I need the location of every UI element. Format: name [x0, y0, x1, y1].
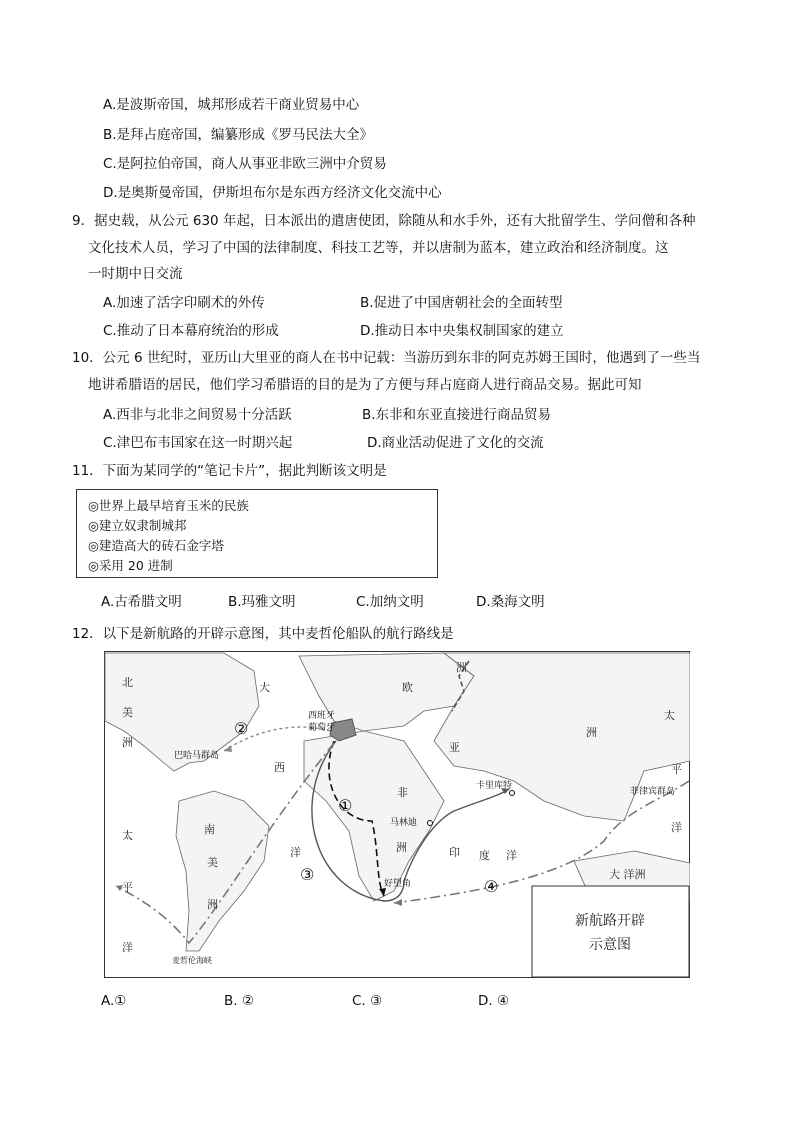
label-n-america-1: 北 — [122, 676, 133, 689]
label-bahamas: 巴哈马群岛 — [174, 751, 220, 761]
q10-option-a: A.西非与北非之间贸易十分活跃 — [103, 407, 292, 423]
label-calicut: 卡里库特 — [476, 781, 513, 791]
label-europe-1: 欧 — [402, 681, 413, 694]
malindi-dot — [428, 821, 433, 826]
q9-stem-line3: 一时期中日交流 — [88, 266, 183, 282]
label-n-america-3: 洲 — [122, 736, 133, 749]
label-s-america-3: 洲 — [207, 898, 218, 911]
label-atlantic-3: 洋 — [290, 846, 301, 859]
label-s-america-2: 美 — [207, 856, 218, 869]
q9-stem-line1: 9．据史载，从公元 630 年起，日本派出的遣唐使团，除随从和水手外，还有大批留学生、学问僧和各种 — [72, 213, 696, 229]
q9-option-c: C.推动了日本幕府统治的形成 — [103, 323, 279, 339]
label-n-america-2: 美 — [122, 706, 133, 719]
q9-option-b: B.促进了中国唐朝社会的全面转型 — [360, 295, 563, 311]
label-indian-1: 印 — [449, 846, 460, 859]
label-pacific-e-3: 洋 — [671, 821, 682, 834]
label-portugal: 葡萄牙 — [308, 723, 336, 733]
label-africa-2: 洲 — [396, 841, 407, 854]
label-pacific-w-1: 太 — [122, 829, 133, 842]
label-atlantic-2: 西 — [274, 761, 285, 774]
map-caption-line1: 新航路开辟 — [575, 913, 645, 929]
label-malindi: 马林迪 — [390, 818, 418, 828]
route-label-4: ④ — [484, 877, 499, 896]
q12-option-a: A.① — [101, 993, 127, 1009]
q9-option-a: A.加速了活字印刷术的外传 — [103, 295, 265, 311]
q10-option-d: D.商业活动促进了文化的交流 — [367, 435, 544, 451]
q12-option-d: D. ④ — [478, 993, 510, 1009]
route-label-3: ③ — [300, 865, 315, 884]
label-atlantic-1: 大 — [259, 681, 270, 694]
q12-stem: 12．以下是新航路的开辟示意图，其中麦哲伦船队的航行路线是 — [72, 626, 454, 642]
label-asia-1: 亚 — [449, 741, 460, 754]
caption-box — [532, 886, 689, 977]
q10-stem-line2: 地讲希腊语的居民，他们学习希腊语的目的是为了方便与拜占庭商人进行商品交易。据此可知 — [88, 377, 642, 393]
note-item: ◎采用 20 进制 — [88, 558, 173, 573]
q11-option-b: B.玛雅文明 — [228, 594, 296, 610]
label-magellan-strait: 麦哲伦海峡 — [172, 956, 212, 965]
label-s-america-1: 南 — [204, 823, 215, 836]
q11-option-c: C.加纳文明 — [356, 594, 424, 610]
label-oceania: 大 洋洲 — [609, 868, 646, 881]
q12-option-b: B. ② — [224, 993, 254, 1009]
label-indian-3: 洋 — [506, 849, 517, 862]
q8-option-a: A.是波斯帝国，城邦形成若干商业贸易中心 — [103, 97, 360, 113]
q9-option-d: D.推动日本中央集权制国家的建立 — [360, 323, 564, 339]
label-indian-2: 度 — [479, 849, 490, 862]
label-africa-1: 非 — [397, 786, 408, 799]
label-pacific-w-2: 平 — [122, 881, 133, 894]
calicut-dot — [510, 791, 515, 796]
q9-stem-line2: 文化技术人员，学习了中国的法律制度、科技工艺等，并以唐制为蓝本，建立政治和经济制度。这 — [88, 240, 669, 256]
label-pacific-e-2: 平 — [671, 763, 682, 776]
note-item: ◎建造高大的砖石金字塔 — [88, 538, 224, 553]
label-spain: 西班牙 — [308, 711, 336, 721]
label-asia-2: 洲 — [586, 726, 597, 739]
q8-option-d: D.是奥斯曼帝国，伊斯坦布尔是东西方经济文化交流中心 — [103, 185, 442, 201]
label-pacific-w-3: 洋 — [122, 941, 133, 954]
label-philippines: 菲律宾群岛 — [630, 787, 676, 797]
label-cape: 好望角 — [384, 879, 412, 889]
route-label-2: ② — [234, 719, 249, 738]
q11-stem: 11．下面为某同学的“笔记卡片”，据此判断该文明是 — [72, 463, 387, 479]
q8-option-b: B.是拜占庭帝国，编纂形成《罗马民法大全》 — [103, 127, 374, 143]
label-europe-2: 洲 — [456, 661, 467, 674]
note-item: ◎世界上最早培育玉米的民族 — [88, 498, 249, 513]
map-caption-line2: 示意图 — [589, 937, 631, 953]
q10-option-c: C.津巴布韦国家在这一时期兴起 — [103, 435, 293, 451]
q10-option-b: B.东非和东亚直接进行商品贸易 — [362, 407, 552, 423]
q10-stem-line1: 10．公元 6 世纪时，亚历山大里亚的商人在书中记载：当游历到东非的阿克苏姆王国时，他遇到了一些当 — [72, 350, 701, 366]
label-pacific-e-1: 太 — [664, 709, 675, 722]
q11-option-a: A.古希腊文明 — [101, 594, 182, 610]
route-label-1: ① — [338, 796, 353, 815]
new-sea-routes-map — [104, 651, 690, 978]
q11-option-d: D.桑海文明 — [476, 594, 545, 610]
note-item: ◎建立奴隶制城邦 — [88, 518, 187, 533]
note-card — [76, 489, 438, 578]
q12-option-c: C. ③ — [352, 993, 383, 1009]
q8-option-c: C.是阿拉伯帝国，商人从事亚非欧三洲中介贸易 — [103, 156, 387, 172]
